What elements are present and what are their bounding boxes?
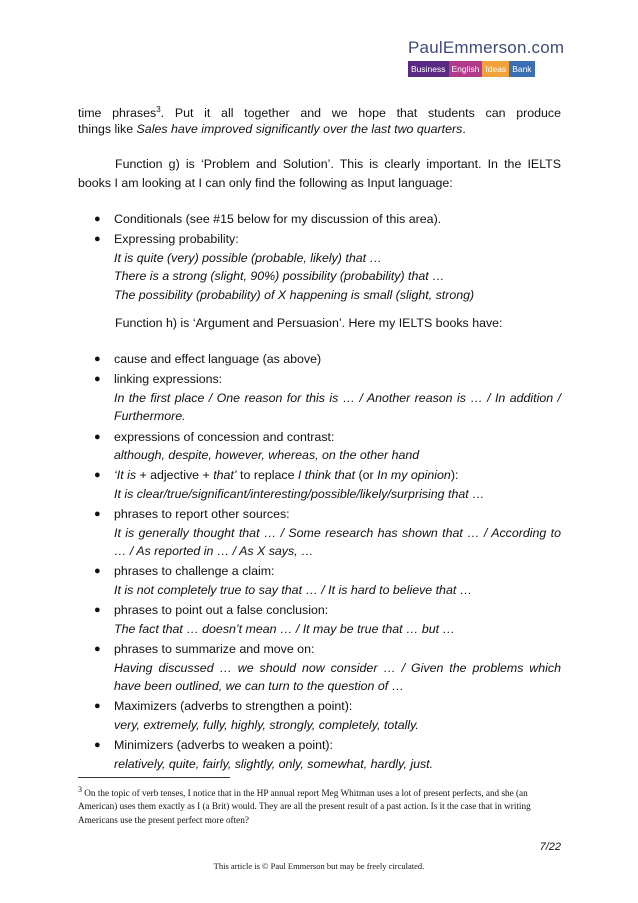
- paragraph-function-g: Function g) is ‘Problem and Solution’. This is clearly important. In the IELTS books I am looking at I can only find the following as Input language:: [78, 157, 561, 190]
- list-item: ● linking expressions: In the first place / One reason for this is … / Another reason is … / In addition / Furthermore.: [94, 372, 561, 424]
- page-number: 7/22: [539, 841, 561, 853]
- list-item: ● ‘It is + adjective + that’ to replace I think that (or In my opinion): It is clear/true/significant/interesting/possible/likely/surprising that …: [94, 468, 485, 501]
- logo-title: PaulEmmerson.com: [408, 38, 565, 57]
- copyright-footer: This article is © Paul Emmerson but may be freely circulated.: [213, 861, 425, 871]
- list-item: ● phrases to point out a false conclusion: The fact that … doesn’t mean … / It may be true that … but …: [94, 603, 455, 636]
- paragraph-1-line-1: time phrases$^3$. Put it all together and we hope that students can produce: [78, 105, 561, 121]
- logo-word-bank: Bank: [509, 61, 534, 77]
- list-item: ● Maximizers (adverbs to strengthen a point): very, extremely, fully, highly, strongly, completely, totally.: [94, 699, 419, 732]
- function-h-list: [94, 350, 561, 775]
- list-item: ● phrases to report other sources: It is generally thought that … / Some research has shown that … / According to … / As reported in … / As X says, …: [94, 507, 561, 559]
- site-logo: [408, 38, 565, 77]
- list-item: ● Expressing probability: It is quite (very) possible (probable, likely) that … There is a strong (slight, 90%) possibility (probability) that … The possibility (probability) of X happening is small (slight, strong): [94, 232, 475, 302]
- list-item: ● expressions of concession and contrast: although, despite, however, whereas, on the other hand: [94, 429, 420, 463]
- logo-word-english: English: [449, 61, 483, 77]
- footnote-ref: 3: [156, 105, 161, 114]
- paragraph-function-h: Function h) is ‘Argument and Persuasion’. Here my IELTS books have:: [115, 316, 503, 330]
- list-item: ● phrases to challenge a claim: It is not completely true to say that … / It is hard to believe that …: [94, 564, 473, 597]
- logo-tagline-bar: [408, 61, 558, 77]
- footnote: $^3$ On the topic of verb tenses, I notice that in the HP annual report Meg Whitman uses a lot of present perfects, and she (an American) uses them exactly as I (a Brit) would. They are all the present result of a past action. Is it the case that in writing Americans use the present perfect more often?: [78, 785, 531, 825]
- list-item: ● phrases to summarize and move on: Having discussed … we should now consider … / Given the problems which have been outlined, we can turn to the question of …: [94, 642, 561, 693]
- list-item: ● cause and effect language (as above): [94, 352, 322, 366]
- footnote-separator: [78, 777, 230, 778]
- list-item: ● Minimizers (adverbs to weaken a point): relatively, quite, fairly, slightly, only, somewhat, hardly, just.: [94, 738, 434, 771]
- logo-word-ideas: Ideas: [482, 61, 509, 77]
- list-item: ● Conditionals (see #15 below for my discussion of this area).: [94, 212, 442, 226]
- function-g-list: [94, 210, 561, 306]
- logo-word-business: Business: [408, 61, 449, 77]
- paragraph-1-line-2: things like Sales have improved significantly over the last two quarters.: [78, 122, 466, 136]
